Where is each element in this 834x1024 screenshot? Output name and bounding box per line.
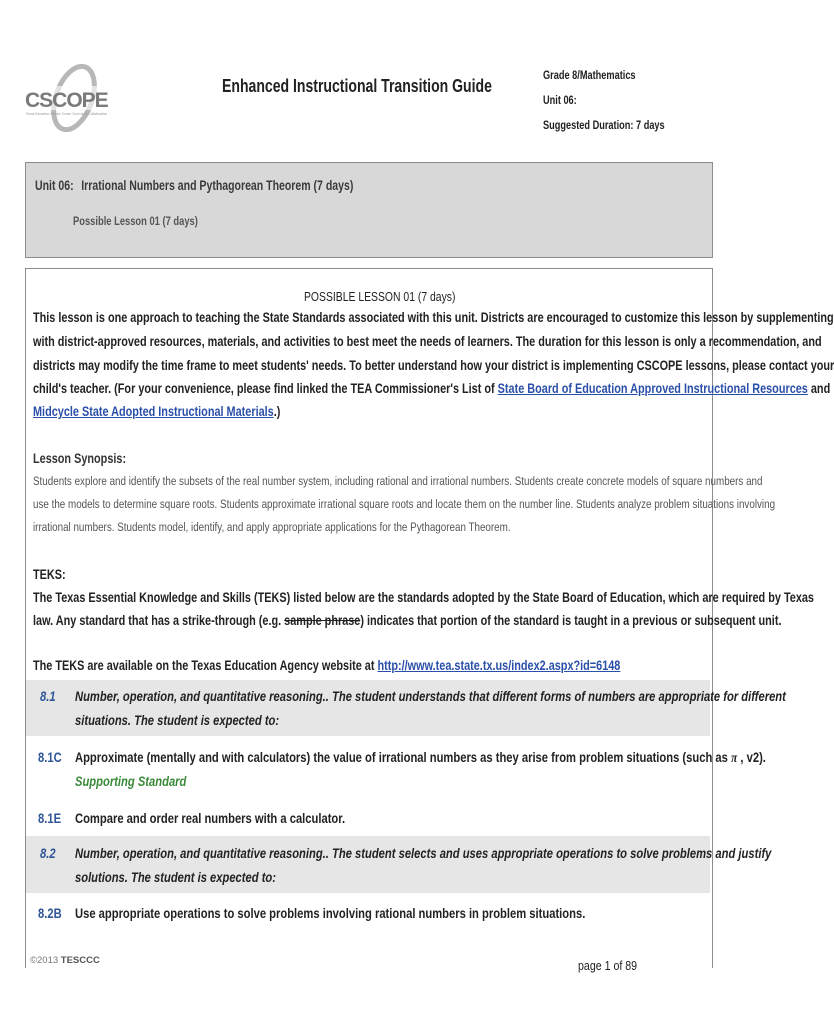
copyright-org: TESCCC — [60, 955, 100, 966]
intro-text: .) — [273, 404, 281, 419]
copyright-year: ©2013 — [30, 955, 59, 966]
teks-line — [33, 613, 781, 628]
logo-subtext: Texas Education Service Center Curriculum Collaborative — [26, 112, 108, 116]
intro-line: with district-approved resources, materials, and activities to best meet the needs of learners. The duration for this lesson is only a recommendation, and — [33, 334, 822, 349]
unit-number: Unit 06: — [35, 178, 74, 193]
unit-label: Unit 06: — [543, 95, 577, 107]
teks-site-text: The TEKS are available on the Texas Education Agency website at — [33, 658, 378, 673]
standard-number: 8.2 — [40, 845, 56, 861]
document-title: Enhanced Instructional Transition Guide — [222, 76, 492, 96]
teks-text: ) indicates that portion of the standard is taught in a previous or subsequent unit. — [360, 613, 782, 628]
standard-number: 8.1 — [40, 688, 56, 704]
standard-text: Number, operation, and quantitative reasoning.. The student selects and uses appropriate operations to solve problems and justify — [75, 845, 772, 861]
intro-line — [33, 404, 280, 419]
synopsis-line: use the models to determine square roots. Students approximate irrational square roots and locate them on the number line. Students analyze problem situations involving — [33, 497, 776, 511]
tea-website-link[interactable]: http://www.tea.state.tx.us/index2.aspx?id=6148 — [377, 658, 621, 673]
supporting-standard-tag: Supporting Standard — [75, 773, 187, 789]
standard-number: 8.1C — [38, 749, 62, 765]
duration-label: Suggested Duration: 7 days — [543, 120, 665, 132]
unit-heading — [35, 178, 358, 193]
teks-text: law. Any standard that has a strike-through (e.g. — [33, 613, 285, 628]
midcycle-materials-link[interactable]: Midcycle State Adopted Instructional Materials — [33, 404, 274, 419]
grade-label: Grade 8/Mathematics — [543, 70, 636, 82]
standard-text-body: Approximate (mentally and with calculators) the value of irrational numbers as they arise from problem situations (such as — [75, 749, 728, 765]
intro-line — [33, 381, 830, 396]
unit-box — [25, 162, 713, 258]
copyright — [30, 955, 100, 966]
standard-text: solutions. The student is expected to: — [75, 869, 276, 885]
logo-wordmark: CSCOPE — [25, 89, 108, 112]
intro-text: child's teacher. (For your convenience, please find linked the TEA Commissioner's List of — [33, 381, 498, 396]
pi-symbol: π — [731, 751, 738, 766]
standard-text: Use appropriate operations to solve problems involving rational numbers in problem situations. — [75, 905, 586, 921]
cscope-logo — [22, 62, 112, 134]
teks-line: The Texas Essential Knowledge and Skills (TEKS) listed below are the standards adopted by the State Board of Education, which are required by Texas — [33, 590, 814, 605]
unit-name: Irrational Numbers and Pythagorean Theorem (7 days) — [81, 178, 354, 193]
approved-resources-link[interactable]: State Board of Education Approved Instructional Resources — [497, 381, 808, 396]
standard-number: 8.1E — [38, 810, 62, 826]
standard-text-body: , v2). — [740, 749, 766, 765]
strike-sample: sample phrase — [284, 613, 361, 628]
synopsis-line: irrational numbers. Students model, identify, and apply appropriate applications for the Pythagorean Theorem. — [33, 520, 511, 534]
intro-line: districts may modify the time frame to meet students' needs. To better understand how your district is implementing CSCOPE lessons, please contact your — [33, 358, 834, 373]
synopsis-label: Lesson Synopsis: — [33, 451, 127, 466]
standard-text — [75, 749, 766, 767]
synopsis-line: Students explore and identify the subsets of the real number system, including rational and irrational numbers. Students create concrete models of square numbers and — [33, 474, 763, 488]
intro-text: and — [807, 381, 831, 396]
standard-text: Number, operation, and quantitative reasoning.. The student understands that different forms of numbers are appropriate for different — [75, 688, 786, 704]
lesson-heading: POSSIBLE LESSON 01 (7 days) — [304, 289, 456, 304]
standard-text: Compare and order real numbers with a calculator. — [75, 810, 346, 826]
lesson-subheading: Possible Lesson 01 (7 days) — [73, 214, 198, 228]
standard-number: 8.2B — [38, 905, 62, 921]
intro-line: This lesson is one approach to teaching the State Standards associated with this unit. Districts are encouraged to customize this lesson by supplementing — [33, 310, 834, 325]
teks-label: TEKS: — [33, 567, 66, 582]
standard-text: situations. The student is expected to: — [75, 712, 280, 728]
page-number: page 1 of 89 — [578, 959, 638, 973]
teks-website-line — [33, 658, 620, 673]
